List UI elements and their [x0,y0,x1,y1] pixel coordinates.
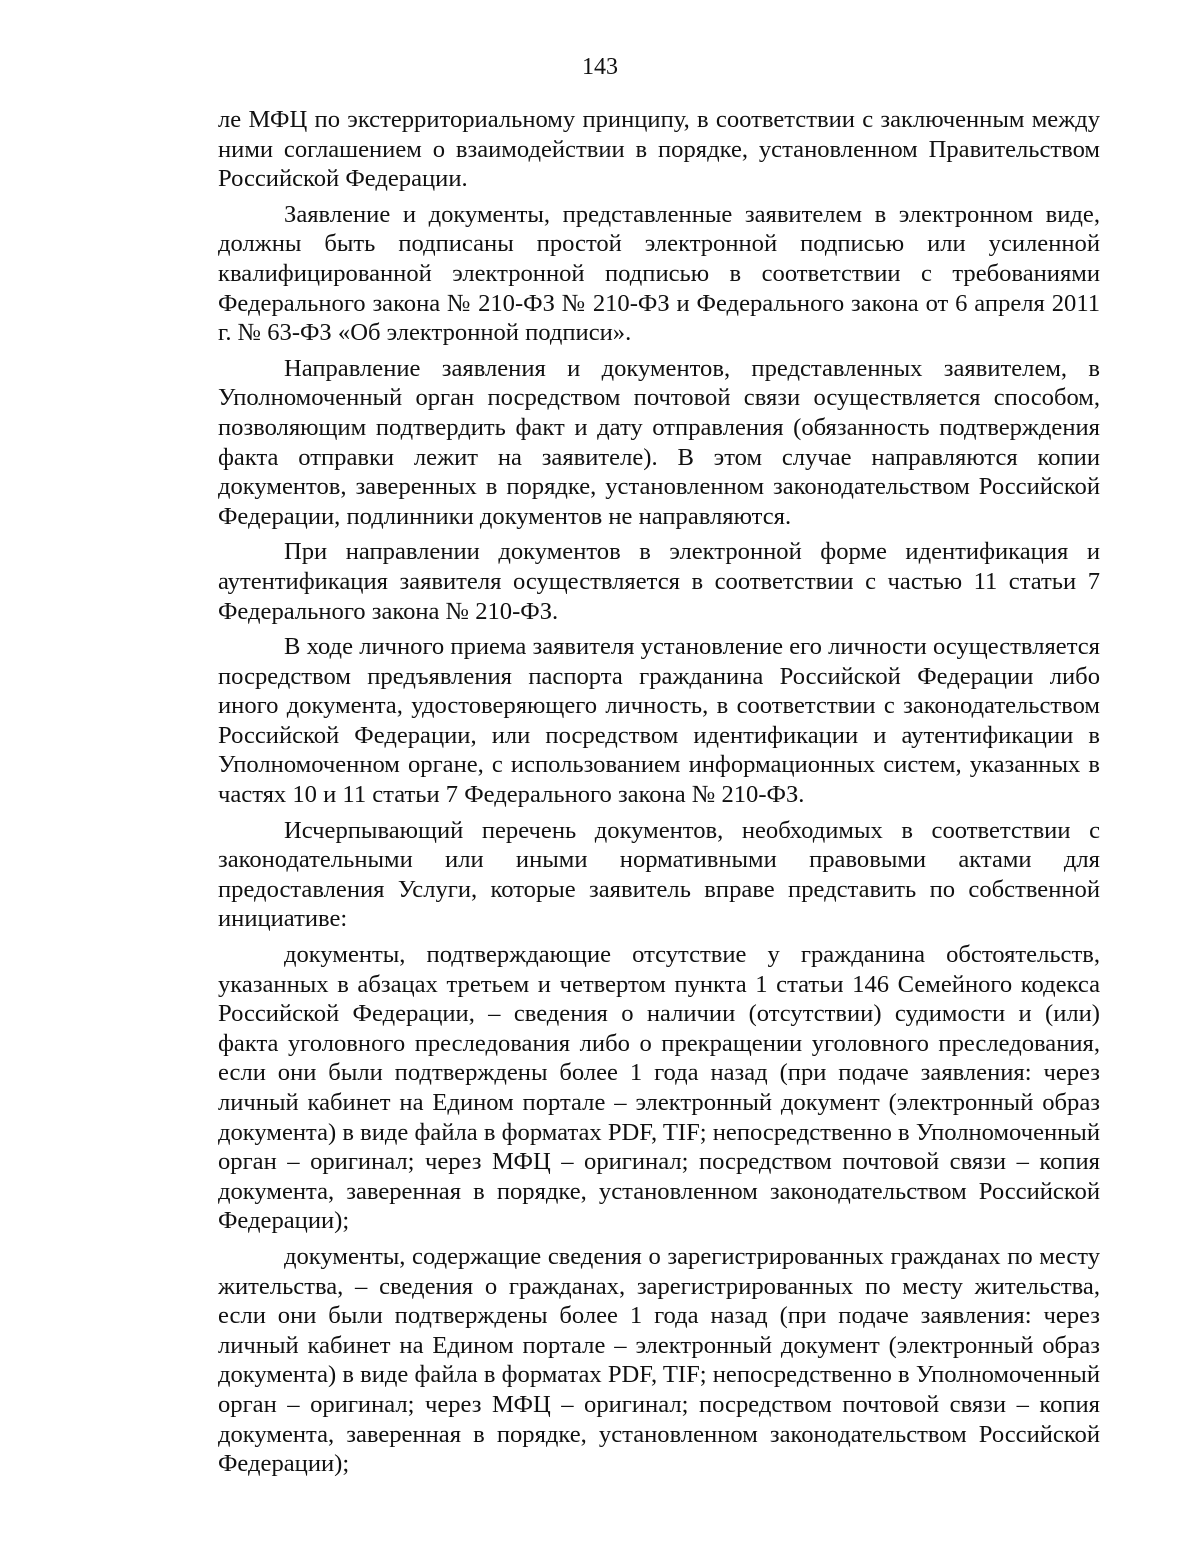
paragraph-electronic-signature: Заявление и документы, представленные заявителем в электронном виде, должны быть подписаны простой электронной подписью или усиленной квалифицированной электронной подписью в соответствии с требованиями Федерального закона № 210-ФЗ № 210-ФЗ и Федерального закона от 6 апреля 2011 г. № 63-ФЗ «Об электронной подписи». [218,200,1100,347]
document-body [218,105,1100,1485]
paragraph-personal-reception: В ходе личного приема заявителя установление его личности осуществляется посредством предъявления паспорта гражданина Российской Федерации либо иного документа, удостоверяющего личность, в соответствии с законодательством Российской Федерации, или посредством идентификации и аутентификации в Уполномоченном органе, с использованием информационных систем, указанных в частях 10 и 11 статьи 7 Федерального закона № 210-ФЗ. [218,633,1100,809]
page-number: 143 [582,54,618,80]
paragraph-registration-documents: документы, содержащие сведения о зарегистрированных гражданах по месту жительства, – сведения о гражданах, зарегистрированных по месту жительства, если они были подтверждены более 1 года назад (при подаче заявления: через личный кабинет на Едином портале – электронный документ (электронный образ документа) в виде файла в форматах PDF, TIF; непосредственно в Уполномоченный орган – оригинал; через МФЦ – оригинал; посредством почтовой связи – копия документа, заверенная в порядке, установленном законодательством Российской Федерации); [218,1242,1100,1478]
paragraph-continuation: ле МФЦ по экстерриториальному принципу, в соответствии с заключенным между ними соглашением о взаимодействии в порядке, установленном Правительством Российской Федерации. [218,106,1100,193]
paragraph-postal-submission: Направление заявления и документов, представленных заявителем, в Уполномоченный орган посредством почтовой связи осуществляется способом, позволяющим подтвердить факт и дату отправления (обязанность подтверждения факта отправки лежит на заявителе). В этом случае направляются копии документов, заверенных в порядке, установленном законодательством Российской Федерации, подлинники документов не направляются. [218,354,1100,530]
paragraph-document-list-intro: Исчерпывающий перечень документов, необходимых в соответствии с законодательными или иными нормативными правовыми актами для предоставления Услуги, которые заявитель вправе представить по собственной инициативе: [218,816,1100,933]
paragraph-electronic-identification: При направлении документов в электронной форме идентификация и аутентификация заявителя осуществляется в соответствии с частью 11 статьи 7 Федерального закона № 210-ФЗ. [218,538,1100,625]
paragraph-criminal-record-documents: документы, подтверждающие отсутствие у гражданина обстоятельств, указанных в абзацах третьем и четвертом пункта 1 статьи 146 Семейного кодекса Российской Федерации, – сведения о наличии (отсутствии) судимости и (или) факта уголовного преследования либо о прекращении уголовного преследования, если они были подтверждены более 1 года назад (при подаче заявления: через личный кабинет на Едином портале – электронный документ (электронный образ документа) в виде файла в форматах PDF, TIF; непосредственно в Уполномоченный орган – оригинал; через МФЦ – оригинал; посредством почтовой связи – копия документа, заверенная в порядке, установленном законодательством Российской Федерации); [218,941,1100,1235]
